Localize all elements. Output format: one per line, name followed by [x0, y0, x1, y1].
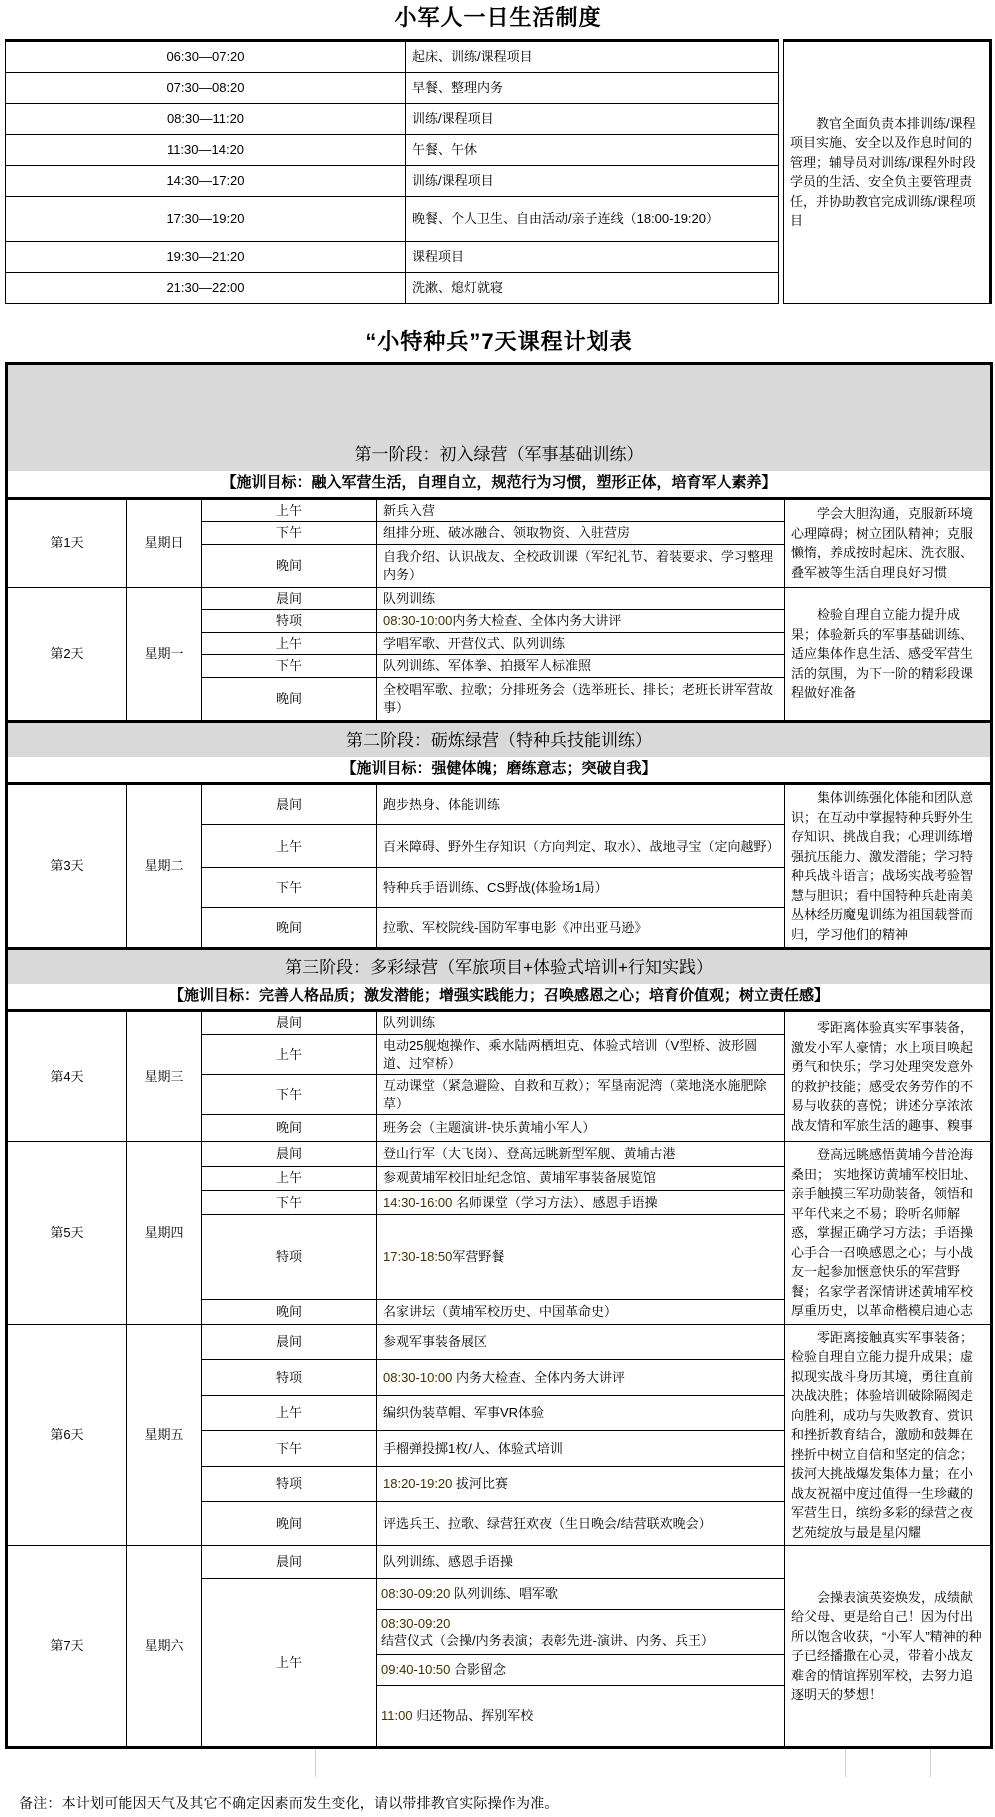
period-label: 上午 — [202, 632, 377, 655]
phase-goal-3 — [7, 984, 992, 1011]
table-row — [7, 1324, 992, 1359]
schedule-activity: 洗漱、熄灯就寝 — [406, 272, 779, 303]
activity-content: 学唱军歌、开营仪式、队列训练 — [377, 632, 785, 655]
phase-band-2 — [7, 721, 992, 757]
schedule-responsibility-note — [784, 40, 991, 303]
period-label: 晚间 — [202, 907, 377, 948]
weekday-label: 星期六 — [127, 1546, 202, 1748]
activity-content: 班务会（主题演讲-快乐黄埔小军人） — [377, 1115, 785, 1142]
period-label: 晚间 — [202, 677, 377, 721]
activity-content: 队列训练、感恩手语操 — [377, 1546, 785, 1579]
subitem — [377, 1610, 784, 1655]
table-row — [7, 1011, 992, 1035]
activity-content: 全校唱军歌、拉歌；分排班务会（选举班长、排长；老班长讲军营故事） — [377, 677, 785, 721]
schedule-activity: 课程项目 — [406, 241, 779, 272]
grid-line — [315, 1749, 316, 1777]
activity-time: 08:30-10:00 — [383, 613, 453, 629]
phase-goal-2-label: 【施训目标：强健体魄；磨练意志；突破自我】 — [7, 757, 992, 784]
remark-note: 备注：本计划可能因天气及其它不确定因素而发生变化，请以带排教官实际操作为准。 — [19, 1795, 559, 1812]
activity-text: 名师课堂（学习方法）、感恩手语操 — [456, 1194, 658, 1210]
period-label: 晚间 — [202, 1501, 377, 1545]
period-label: 晨间 — [202, 1142, 377, 1166]
activity-text: 拔河比赛 — [456, 1475, 509, 1491]
subitem — [377, 1579, 784, 1610]
period-label: 上午 — [202, 498, 377, 522]
footer-area — [5, 1749, 990, 1817]
phase-band-1-label: 第一阶段：初入绿营（军事基础训练） — [7, 364, 992, 472]
table1-title-row — [6, 0, 991, 40]
activity-time: 17:30-18:50 — [383, 1249, 453, 1265]
period-label: 晨间 — [202, 587, 377, 610]
period-label: 晨间 — [202, 1011, 377, 1035]
list-item — [377, 1579, 784, 1610]
activity-content: 手榴弹投掷1枚/人、体验式培训 — [377, 1431, 785, 1466]
phase-goal-3-label: 【施训目标：完善人格品质；激发潜能；增强实践能力；召唤感恩之心；培育价值观；树立责任感】 — [7, 984, 992, 1011]
seven-day-plan-table — [5, 324, 993, 1749]
grid-line — [845, 1749, 846, 1777]
activity-text: 合影留念 — [454, 1662, 507, 1678]
day-note — [785, 1011, 992, 1142]
phase-band-2-label: 第二阶段：砺炼绿营（特种兵技能训练） — [7, 721, 992, 757]
schedule-time: 19:30—21:20 — [6, 241, 406, 272]
day-label: 第1天 — [7, 498, 127, 587]
day-label: 第7天 — [7, 1546, 127, 1748]
period-label: 特项 — [202, 1215, 377, 1300]
day-note-text: 集体训练强化体能和团队意识；在互动中掌握特种兵野外生存知识、挑战自我；心理训练增强抗压能力、激发潜能；学习特种兵战斗语言；战场实战考验智慧与胆识；看中国特种兵赴南美丛林经历魔鬼训练为祖国载誉而归，学习他们的精神 — [791, 790, 974, 942]
schedule-time: 14:30—17:20 — [6, 165, 406, 196]
schedule-activity: 晚餐、个人卫生、自由活动/亲子连线（18:00-19:20） — [406, 196, 779, 241]
day-note-text: 零距离接触真实军事装备；检验自理自立能力提升成果；虚拟现实战斗身历其境，勇往直前决战决胜；体验培训破除隔阂走向胜利，成功与失败教育、赏识和挫折教育结合，激励和鼓舞在挫折中树立自信和坚定的信念；拔河大挑战爆发集体力量；在小战友祝福中度过值得一生珍藏的军营生日，缤纷多彩的绿营之夜艺苑绽放与最是星闪耀 — [791, 1329, 974, 1540]
schedule-activity: 训练/课程项目 — [406, 103, 779, 134]
schedule-time: 07:30—08:20 — [6, 72, 406, 103]
day-note-text: 登高远眺感悟黄埔今昔沧海桑田； 实地探访黄埔军校旧址、亲手触摸三军功勋装备，领悟和平年代来之不易；聆听名师解惑，掌握正确学习方法；手语操心手合一召唤感恩之心；与小战友一起参加惬意快乐的军营野餐；名家学者深情讲述黄埔军校厚重历史，以革命楷模启迪心志 — [791, 1147, 977, 1319]
activity-content: 组排分班、破冰融合、领取物资、入驻营房 — [377, 522, 785, 545]
activity-time: 18:20-19:20 — [383, 1475, 453, 1491]
activity-content: 百米障碍、野外生存知识（方向判定、取水）、战地寻宝（定向越野） — [377, 825, 785, 868]
activity-content: 队列训练、军体拳、拍摄军人标准照 — [377, 655, 785, 678]
grid-line — [930, 1749, 931, 1777]
activity-content: 参观军事装备展区 — [377, 1324, 785, 1359]
list-item — [377, 1686, 784, 1747]
schedule-time: 17:30—19:20 — [6, 196, 406, 241]
weekday-label: 星期三 — [127, 1011, 202, 1142]
day-note — [785, 1546, 992, 1748]
period-label: 下午 — [202, 522, 377, 545]
activity-content: 互动课堂（紧急避险、自救和互救）；军垦南泥湾（菜地浇水施肥除草） — [377, 1075, 785, 1115]
day-label: 第2天 — [7, 587, 127, 721]
schedule-time: 21:30—22:00 — [6, 272, 406, 303]
phase-goal-1-label: 【施训目标：融入军营生活，自理自立，规范行为习惯，塑形正体，培育军人素养】 — [7, 471, 992, 498]
activity-content: 名家讲坛（黄埔军校历史、中国革命史） — [377, 1300, 785, 1324]
period-label: 上午 — [202, 1166, 377, 1190]
activity-text: 内务大检查、全体内务大讲评 — [452, 613, 622, 629]
activity-content — [377, 1360, 785, 1395]
footer-gap — [5, 1749, 990, 1787]
activity-content: 特种兵手语训练、CS野战(体验场1局） — [377, 868, 785, 907]
activity-content: 编织伪装草帽、军事VR体验 — [377, 1395, 785, 1430]
activity-time: 08:30-10:00 — [383, 1369, 453, 1385]
table-row — [7, 498, 992, 522]
activity-content: 队列训练 — [377, 587, 785, 610]
phase-goal-1 — [7, 471, 992, 498]
day-note-text: 检验自理自立能力提升成果；体验新兵的军事基础训练、适应集体作息生活、感受军营生活的氛围，为下一阶的精彩段课程做好准备 — [791, 607, 974, 701]
period-label: 特项 — [202, 1360, 377, 1395]
table1-title: 小军人一日生活制度 — [394, 5, 602, 30]
table2-title-row — [7, 324, 992, 364]
activity-content — [377, 1466, 785, 1501]
day-note-text: 零距离体验真实军事装备，激发小军人豪情；水上项目唤起勇气和快乐；学习处理突发意外的救护技能；感受农务劳作的不易与收获的喜悦；讲述分享浓浓战友情和军旅生活的趣事、糗事 — [791, 1020, 974, 1133]
activity-text: 归还物品、挥别军校 — [416, 1708, 534, 1724]
activity-time: 11:00 — [381, 1708, 413, 1724]
table-row — [7, 1546, 992, 1579]
activity-time: 09:40-10:50 — [381, 1662, 451, 1678]
period-label: 晨间 — [202, 1546, 377, 1579]
activity-content — [377, 1190, 785, 1214]
table2-title: “小特种兵”7天课程计划表 — [365, 328, 633, 354]
table-row — [7, 587, 992, 610]
activity-text: 结营仪式（会操/内务表演；表彰先进-演讲、内务、兵王） — [381, 1633, 714, 1649]
activity-content: 登山行军（大飞岗）、登高远眺新型军舰、黄埔古港 — [377, 1142, 785, 1166]
period-label: 下午 — [202, 1075, 377, 1115]
day7-morning-subtable — [377, 1579, 784, 1746]
table-row — [7, 784, 992, 825]
activity-content: 电动25舰炮操作、乘水陆两栖坦克、体验式培训（V型桥、波形圆道、过窄桥） — [377, 1034, 785, 1074]
day-note — [785, 784, 992, 949]
phase-band-1 — [7, 364, 992, 472]
period-label: 上午 — [202, 1034, 377, 1074]
period-label: 晚间 — [202, 1115, 377, 1142]
subitem — [377, 1655, 784, 1686]
schedule-activity: 起床、训练/课程项目 — [406, 40, 779, 72]
activity-content: 跑步热身、体能训练 — [377, 784, 785, 825]
day-label: 第4天 — [7, 1011, 127, 1142]
period-label: 下午 — [202, 868, 377, 907]
period-label: 晚间 — [202, 1300, 377, 1324]
schedule-time: 11:30—14:20 — [6, 134, 406, 165]
daily-schedule-table — [5, 0, 992, 304]
schedule-activity: 午餐、午休 — [406, 134, 779, 165]
period-label: 下午 — [202, 1190, 377, 1214]
period-label: 晚间 — [202, 544, 377, 587]
day-note — [785, 1142, 992, 1325]
day-note — [785, 1324, 992, 1546]
period-label: 上午 — [202, 825, 377, 868]
period-label: 晨间 — [202, 1324, 377, 1359]
activity-content: 拉歌、军校院线-国防军事电影《冲出亚马逊》 — [377, 907, 785, 948]
phase-band-3 — [7, 949, 992, 985]
day-label: 第3天 — [7, 784, 127, 949]
schedule-note-text: 教官全面负责本排训练/课程项目实施、安全以及作息时间的管理；辅导员对训练/课程外时段学员的生活、安全负主要管理责任，并协助教官完成训练/课程项目 — [790, 115, 976, 229]
activity-time: 14:30-16:00 — [383, 1194, 453, 1210]
period-label: 特项 — [202, 1466, 377, 1501]
schedule-time: 06:30—07:20 — [6, 40, 406, 72]
table-row — [7, 1142, 992, 1166]
activity-content: 评选兵王、拉歌、绿营狂欢夜（生日晚会/结营联欢晚会） — [377, 1501, 785, 1545]
list-item — [377, 1655, 784, 1686]
activity-time: 08:30-09:20 — [381, 1586, 451, 1602]
activity-subtable-cell — [377, 1579, 785, 1748]
activity-content: 参观黄埔军校旧址纪念馆、黄埔军事装备展览馆 — [377, 1166, 785, 1190]
subitem — [377, 1686, 784, 1747]
list-item — [377, 1610, 784, 1655]
weekday-label: 星期二 — [127, 784, 202, 949]
period-label: 下午 — [202, 1431, 377, 1466]
activity-content — [377, 610, 785, 633]
activity-content — [377, 1215, 785, 1300]
weekday-label: 星期四 — [127, 1142, 202, 1325]
activity-text: 内务大检查、全体内务大讲评 — [456, 1369, 626, 1385]
period-label: 上午 — [202, 1579, 377, 1748]
weekday-label: 星期日 — [127, 498, 202, 587]
day-label: 第6天 — [7, 1324, 127, 1546]
schedule-activity: 训练/课程项目 — [406, 165, 779, 196]
day-label: 第5天 — [7, 1142, 127, 1325]
phase-band-3-label: 第三阶段：多彩绿营（军旅项目+体验式培训+行知实践） — [7, 949, 992, 985]
period-label: 晨间 — [202, 784, 377, 825]
phase-goal-2 — [7, 757, 992, 784]
schedule-activity: 早餐、整理内务 — [406, 72, 779, 103]
activity-content: 新兵入营 — [377, 498, 785, 522]
weekday-label: 星期五 — [127, 1324, 202, 1546]
schedule-time: 08:30—11:20 — [6, 103, 406, 134]
activity-text: 队列训练、唱军歌 — [454, 1586, 559, 1602]
activity-time: 08:30-09:20 — [381, 1615, 451, 1631]
day-note-text: 会操表演英姿焕发，成绩献给父母、更是给自己！因为付出所以饱含收获，“小军人”精神的种子已经播撒在心灵，带着小战友难舍的情谊挥别军校，去努力追逐明天的梦想！ — [791, 1589, 982, 1703]
weekday-label: 星期一 — [127, 587, 202, 721]
day-note-text: 学会大胆沟通，克服新环境心理障碍；树立团队精神；克服懒惰，养成按时起床、洗衣服、叠军被等生活自理良好习惯 — [791, 506, 974, 580]
activity-content: 自我介绍、认识战友、全校政训课（军纪礼节、着装要求、学习整理内务） — [377, 544, 785, 587]
period-label: 下午 — [202, 655, 377, 678]
activity-content: 队列训练 — [377, 1011, 785, 1035]
table-row — [6, 40, 991, 72]
period-label: 特项 — [202, 610, 377, 633]
period-label: 上午 — [202, 1395, 377, 1430]
day-note — [785, 587, 992, 721]
activity-text: 军营野餐 — [452, 1249, 505, 1265]
day-note — [785, 498, 992, 587]
